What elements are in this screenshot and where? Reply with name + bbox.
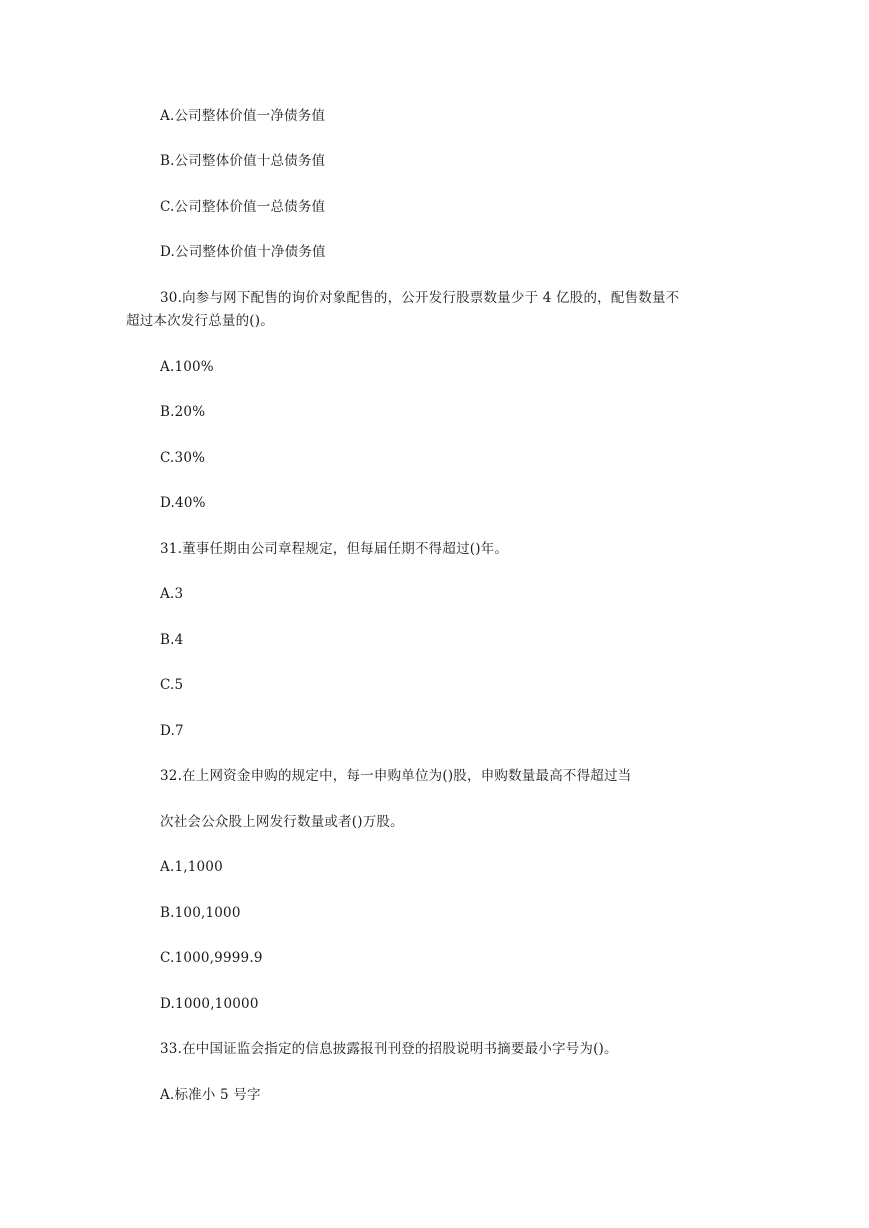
q31-option-d: D.7 — [160, 723, 184, 739]
q29-option-a: A.公司整体价值一净债务值 — [160, 108, 326, 124]
q30-option-a: A.100% — [160, 359, 214, 375]
q31-option-c: C.5 — [160, 677, 184, 693]
q33-option-a: A.标准小 5 号字 — [160, 1087, 261, 1103]
question-30-line-1: 30.向参与网下配售的询价对象配售的，公开发行股票数量少于 4 亿股的，配售数量不 — [160, 290, 680, 306]
q30-option-c: C.30% — [160, 450, 206, 466]
q32-option-a: A.1,1000 — [160, 859, 223, 875]
q32-option-c: C.1000,9999.9 — [160, 950, 263, 966]
q31-option-b: B.4 — [160, 632, 184, 648]
q30-option-b: B.20% — [160, 404, 206, 420]
question-32-line-2: 次社会公众股上网发行数量或者()万股。 — [160, 814, 404, 830]
q29-option-c: C.公司整体价值一总债务值 — [160, 199, 326, 215]
q30-option-d: D.40% — [160, 495, 206, 511]
q32-option-b: B.100,1000 — [160, 905, 241, 921]
q29-option-b: B.公司整体价值十总债务值 — [160, 153, 326, 169]
question-30-line-2: 超过本次发行总量的()。 — [126, 313, 274, 329]
q29-option-d: D.公司整体价值十净债务值 — [160, 244, 326, 260]
q32-option-d: D.1000,10000 — [160, 996, 259, 1012]
q31-option-a: A.3 — [160, 586, 184, 602]
question-31: 31.董事任期由公司章程规定，但每届任期不得超过()年。 — [160, 541, 509, 557]
question-32-line-1: 32.在上网资金申购的规定中，每一申购单位为()股，申购数量最高不得超过当 — [160, 768, 632, 784]
question-33: 33.在中国证监会指定的信息披露报刊刊登的招股说明书摘要最小字号为()。 — [160, 1041, 618, 1057]
